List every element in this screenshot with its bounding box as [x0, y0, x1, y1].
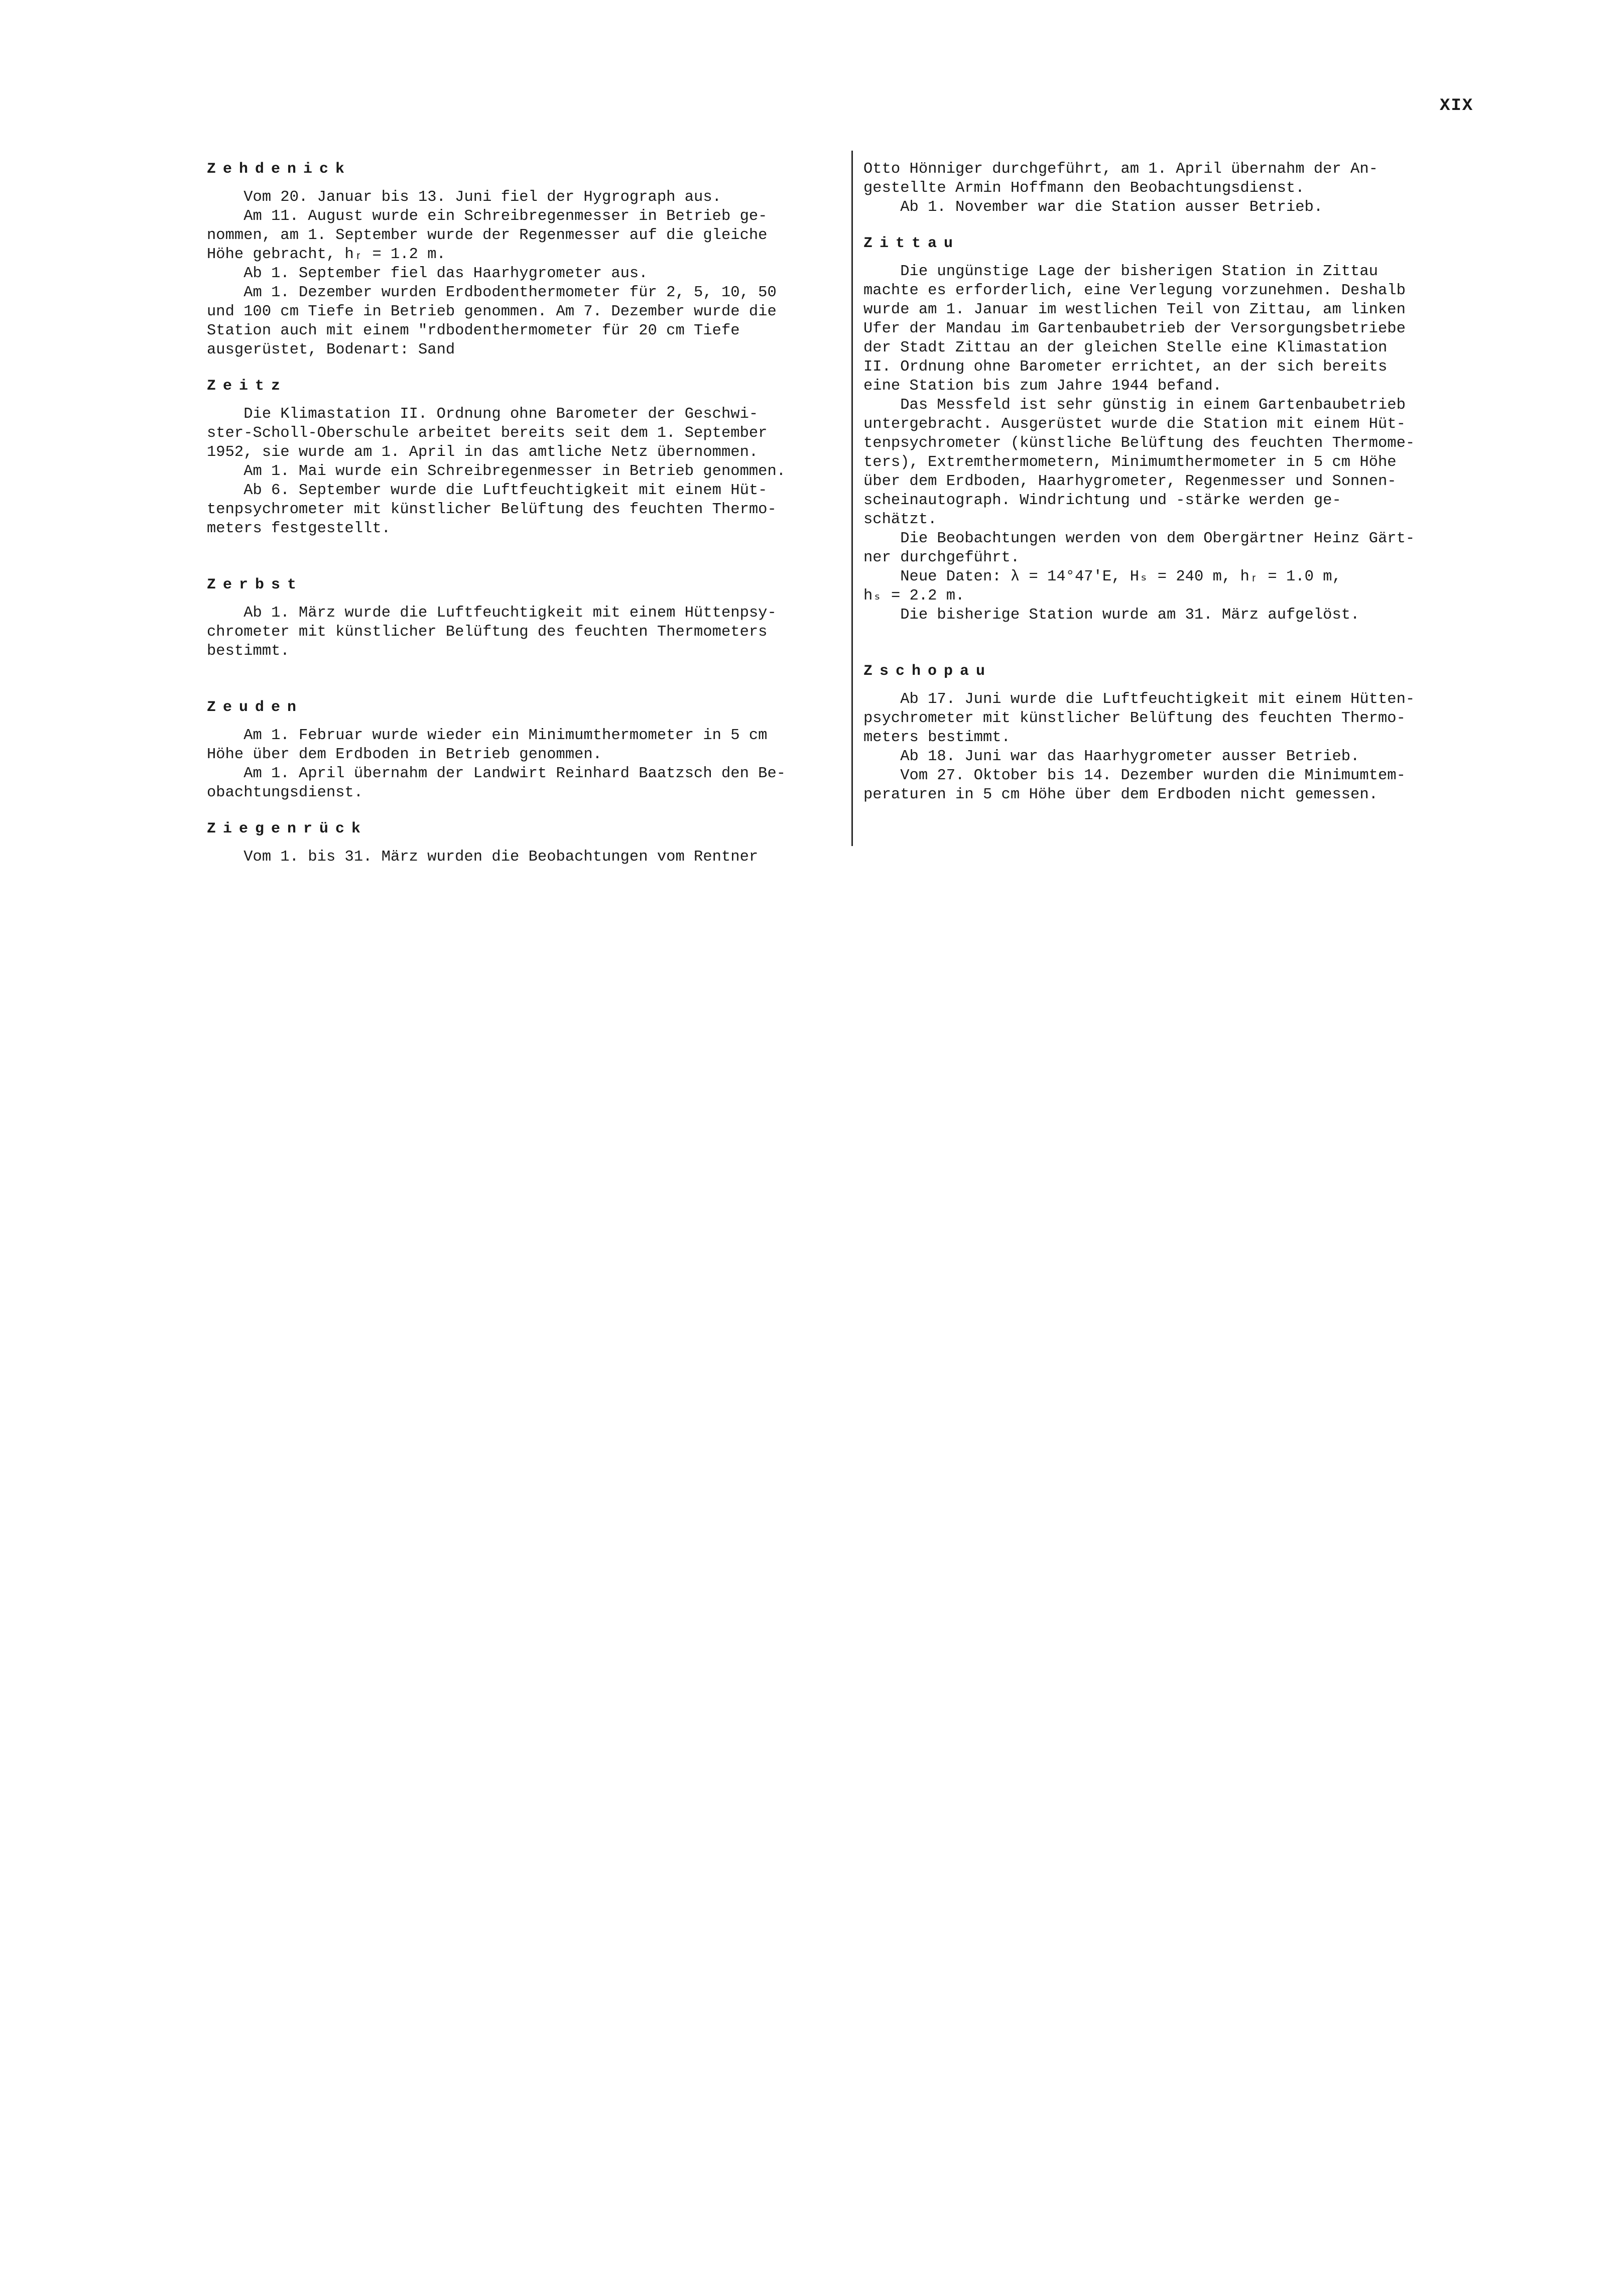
- section-body: [207, 604, 840, 661]
- text-line: chrometer mit künstlicher Belüftung des feuchten Thermometers: [207, 624, 768, 641]
- text-line: 1952, sie wurde am 1. April in das amtliche Netz übernommen.: [207, 444, 759, 461]
- text-line: Am 1. Mai wurde ein Schreibregenmesser in Betrieb genommen.: [207, 463, 786, 480]
- text-line: Neue Daten: λ = 14°47'E, Hₛ = 240 m, hᵣ = 1.0 m,: [863, 568, 1341, 585]
- left-column: [207, 160, 840, 867]
- text-line: scheinautograph. Windrichtung und -stärke werden ge-: [863, 492, 1341, 509]
- text-line: wurde am 1. Januar im westlichen Teil von Zittau, am linken: [863, 301, 1406, 318]
- text-line: Ufer der Mandau im Gartenbaubetrieb der Versorgungsbetriebe: [863, 320, 1406, 337]
- page-number: XIX: [1440, 96, 1474, 115]
- text-line: ster-Scholl-Oberschule arbeitet bereits seit dem 1. September: [207, 425, 768, 442]
- section-zeuden: [207, 698, 840, 802]
- section-zschopau: [863, 662, 1471, 804]
- section-continued: [863, 160, 1471, 217]
- text-line: nommen, am 1. September wurde der Regenmesser auf die gleiche: [207, 227, 768, 244]
- right-column: [863, 160, 1471, 804]
- section-body: [863, 160, 1471, 217]
- section-body: [207, 188, 840, 360]
- section-spacer: [207, 661, 840, 698]
- column-divider: [851, 151, 853, 846]
- section-heading: Zeitz: [207, 378, 288, 395]
- section-heading: Zeuden: [207, 699, 304, 716]
- section-heading: Zerbst: [207, 576, 304, 593]
- text-line: Otto Hönniger durchgeführt, am 1. April übernahm der An-: [863, 161, 1378, 178]
- text-line: Das Messfeld ist sehr günstig in einem Gartenbaubetrieb: [863, 397, 1406, 414]
- section-spacer: [863, 217, 1471, 234]
- section-heading: Zschopau: [863, 663, 992, 680]
- text-line: schätzt.: [863, 511, 937, 528]
- text-line: Vom 1. bis 31. März wurden die Beobachtungen vom Rentner: [207, 849, 759, 866]
- text-line: tenpsychrometer mit künstlicher Belüftung des feuchten Thermo-: [207, 501, 777, 518]
- section-spacer: [207, 360, 840, 377]
- text-line: meters bestimmt.: [863, 729, 1011, 746]
- section-spacer: [863, 625, 1471, 662]
- text-line: über dem Erdboden, Haarhygrometer, Regenmesser und Sonnen-: [863, 473, 1397, 490]
- text-line: Ab 18. Juni war das Haarhygrometer ausser Betrieb.: [863, 748, 1360, 765]
- text-line: Höhe über dem Erdboden in Betrieb genommen.: [207, 746, 602, 763]
- section-zeitz: [207, 377, 840, 538]
- text-line: peraturen in 5 cm Höhe über dem Erdboden nicht gemessen.: [863, 786, 1378, 803]
- text-line: Vom 27. Oktober bis 14. Dezember wurden die Minimumtem-: [863, 767, 1406, 784]
- text-line: psychrometer mit künstlicher Belüftung des feuchten Thermo-: [863, 710, 1406, 727]
- section-heading: Zehdenick: [207, 161, 352, 178]
- text-line: ausgerüstet, Bodenart: Sand: [207, 341, 455, 358]
- text-line: und 100 cm Tiefe in Betrieb genommen. Am 7. Dezember wurde die: [207, 303, 777, 320]
- text-line: bestimmt.: [207, 643, 290, 660]
- text-line: Ab 1. September fiel das Haarhygrometer aus.: [207, 265, 648, 282]
- text-line: Die bisherige Station wurde am 31. März aufgelöst.: [863, 607, 1360, 624]
- text-line: gestellte Armin Hoffmann den Beobachtungsdienst.: [863, 180, 1305, 197]
- text-line: der Stadt Zittau an der gleichen Stelle eine Klimastation: [863, 339, 1388, 356]
- text-line: Station auch mit einem "rdbodenthermometer für 20 cm Tiefe: [207, 322, 740, 339]
- text-line: obachtungsdienst.: [207, 784, 363, 801]
- text-line: Vom 20. Januar bis 13. Juni fiel der Hygrograph aus.: [207, 189, 721, 206]
- section-heading: Zittau: [863, 235, 960, 252]
- text-line: untergebracht. Ausgerüstet wurde die Station mit einem Hüt-: [863, 416, 1406, 433]
- text-line: Die Beobachtungen werden von dem Obergärtner Heinz Gärt-: [863, 530, 1415, 547]
- text-line: Die Klimastation II. Ordnung ohne Barometer der Geschwi-: [207, 406, 759, 423]
- text-line: hₛ = 2.2 m.: [863, 587, 965, 605]
- text-line: ner durchgeführt.: [863, 549, 1020, 566]
- text-line: meters festgestellt.: [207, 520, 391, 537]
- text-line: Am 11. August wurde ein Schreibregenmesser in Betrieb ge-: [207, 208, 768, 225]
- text-line: Ab 1. November war die Station ausser Betrieb.: [863, 199, 1323, 216]
- section-heading: Ziegenrück: [207, 820, 368, 838]
- text-line: Höhe gebracht, hᵣ = 1.2 m.: [207, 246, 446, 263]
- text-line: Am 1. Februar wurde wieder ein Minimumthermometer in 5 cm: [207, 727, 768, 744]
- text-line: eine Station bis zum Jahre 1944 befand.: [863, 378, 1222, 395]
- section-body: [863, 262, 1471, 625]
- section-body: [863, 690, 1471, 804]
- text-line: Am 1. Dezember wurden Erdbodenthermometer für 2, 5, 10, 50: [207, 284, 777, 301]
- text-line: Ab 1. März wurde die Luftfeuchtigkeit mit einem Hüttenpsy-: [207, 605, 777, 622]
- text-line: ters), Extremthermometern, Minimumthermometer in 5 cm Höhe: [863, 454, 1397, 471]
- text-line: tenpsychrometer (künstliche Belüftung des feuchten Thermome-: [863, 435, 1415, 452]
- section-zittau: [863, 234, 1471, 625]
- section-zerbst: [207, 575, 840, 661]
- text-line: machte es erforderlich, eine Verlegung vorzunehmen. Deshalb: [863, 282, 1406, 299]
- section-zehdenick: [207, 160, 840, 360]
- text-line: Am 1. April übernahm der Landwirt Reinhard Baatzsch den Be-: [207, 765, 786, 782]
- section-spacer: [207, 538, 840, 575]
- section-spacer: [207, 802, 840, 819]
- text-line: Die ungünstige Lage der bisherigen Station in Zittau: [863, 263, 1378, 280]
- section-body: [207, 848, 840, 867]
- section-body: [207, 405, 840, 538]
- text-line: II. Ordnung ohne Barometer errichtet, an der sich bereits: [863, 358, 1388, 376]
- text-line: Ab 17. Juni wurde die Luftfeuchtigkeit mit einem Hütten-: [863, 691, 1415, 708]
- text-line: Ab 6. September wurde die Luftfeuchtigkeit mit einem Hüt-: [207, 482, 768, 499]
- section-body: [207, 726, 840, 802]
- section-ziegenruck: [207, 819, 840, 867]
